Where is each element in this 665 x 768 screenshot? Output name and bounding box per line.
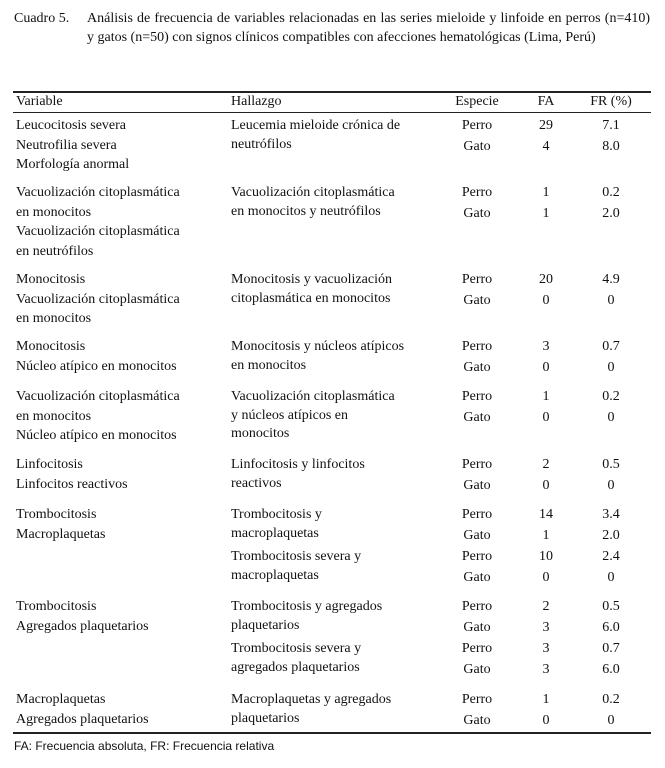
fr-cell: 0	[607, 570, 615, 585]
fr-cell: 3.4	[602, 507, 620, 522]
fa-cell: 14	[539, 507, 553, 522]
especie-cell: Perro	[461, 641, 493, 656]
variable-cell: Agregados plaquetarios	[16, 711, 149, 727]
hallazgo-cell: Vacuolización citoplasmática	[231, 185, 395, 200]
especie-cell: Gato	[463, 713, 491, 728]
variable-cell: Linfocitos reactivos	[16, 476, 128, 492]
hallazgo-cell: agregados plaquetarios	[231, 659, 360, 675]
especie-cell: Perro	[461, 118, 493, 133]
hallazgo-cell: Trombocitosis y	[231, 507, 322, 522]
fr-cell: 6.0	[602, 620, 620, 635]
especie-cell: Perro	[461, 272, 493, 287]
variable-cell: Vacuolización citoplasmática	[16, 389, 180, 404]
especie-cell: Gato	[463, 620, 491, 635]
hallazgo-cell: plaquetarios	[231, 710, 300, 726]
fr-cell: 0.2	[602, 185, 620, 200]
fa-cell: 2	[542, 457, 550, 472]
variable-cell: Monocitosis	[16, 339, 86, 354]
fr-cell: 2.0	[602, 206, 620, 221]
fa-cell: 2	[542, 599, 550, 614]
fa-cell: 20	[539, 272, 553, 287]
variable-cell: en monocitos	[16, 408, 92, 424]
hallazgo-cell: macroplaquetas	[231, 525, 319, 541]
fa-cell: 3	[542, 641, 550, 656]
especie-cell: Gato	[463, 410, 491, 425]
especie-cell: Perro	[461, 389, 493, 404]
fa-cell: 29	[539, 118, 553, 133]
variable-cell: Leucocitosis severa	[16, 118, 127, 133]
variable-cell: Trombocitosis	[16, 599, 97, 614]
fr-cell: 0	[607, 360, 615, 375]
footnote: FA: Frecuencia absoluta, FR: Frecuencia relativa	[14, 739, 275, 753]
variable-cell: Vacuolización citoplasmática	[16, 185, 180, 200]
variable-cell: en monocitos	[16, 204, 92, 220]
variable-cell: Vacuolización citoplasmática	[16, 224, 180, 239]
especie-cell: Gato	[463, 528, 491, 543]
fa-cell: 1	[542, 389, 550, 404]
fa-cell: 1	[542, 528, 550, 543]
especie-cell: Perro	[461, 692, 493, 707]
especie-cell: Gato	[463, 139, 491, 154]
fa-cell: 1	[542, 185, 550, 200]
variable-cell: Morfología anormal	[16, 157, 130, 172]
variable-cell: Monocitosis	[16, 272, 86, 287]
bottom-rule	[13, 732, 651, 734]
hallazgo-cell: en monocitos y neutrófilos	[231, 203, 381, 219]
fr-cell: 0	[607, 478, 615, 493]
variable-cell: Macroplaquetas	[16, 692, 106, 707]
fr-cell: 0	[607, 713, 615, 728]
hallazgo-cell: monocitos	[231, 426, 290, 441]
fr-cell: 0.7	[602, 641, 620, 656]
hallazgo-cell: Vacuolización citoplasmática	[231, 389, 395, 404]
hallazgo-cell: Trombocitosis severa y	[231, 641, 362, 656]
especie-cell: Gato	[463, 360, 491, 375]
header-rule	[13, 112, 651, 113]
fr-cell: 0	[607, 410, 615, 425]
fa-cell: 1	[542, 206, 550, 221]
fa-cell: 0	[542, 713, 550, 728]
fr-cell: 4.9	[602, 272, 620, 287]
especie-cell: Gato	[463, 570, 491, 585]
hallazgo-cell: y núcleos atípicos en	[231, 407, 349, 423]
hallazgo-cell: Monocitosis y vacuolización	[231, 272, 392, 287]
variable-cell: Neutrofilia severa	[16, 137, 117, 153]
fa-cell: 10	[539, 549, 553, 564]
fa-cell: 3	[542, 339, 550, 354]
fa-cell: 0	[542, 478, 550, 493]
fa-cell: 0	[542, 360, 550, 375]
especie-cell: Gato	[463, 478, 491, 493]
variable-cell: Trombocitosis	[16, 507, 97, 522]
fr-cell: 0.2	[602, 692, 620, 707]
variable-cell: Macroplaquetas	[16, 526, 106, 542]
especie-cell: Perro	[461, 599, 493, 614]
fa-cell: 1	[542, 692, 550, 707]
especie-cell: Gato	[463, 206, 491, 221]
header-especie: Especie	[455, 94, 499, 109]
hallazgo-cell: en monocitos	[231, 357, 307, 373]
variable-cell: en neutrófilos	[16, 243, 94, 259]
header-fa: FA	[537, 94, 555, 109]
especie-cell: Gato	[463, 662, 491, 677]
caption-label: Cuadro 5.	[14, 11, 70, 26]
fr-cell: 0.5	[602, 457, 620, 472]
especie-cell: Perro	[461, 507, 493, 522]
hallazgo-cell: neutrófilos	[231, 136, 292, 152]
fr-cell: 0	[607, 293, 615, 308]
hallazgo-cell: macroplaquetas	[231, 567, 319, 583]
header-variable: Variable	[16, 94, 63, 109]
especie-cell: Perro	[461, 339, 493, 354]
especie-cell: Perro	[461, 457, 493, 472]
hallazgo-cell: Macroplaquetas y agregados	[231, 692, 392, 707]
hallazgo-cell: Monocitosis y núcleos atípicos	[231, 339, 405, 354]
fa-cell: 3	[542, 662, 550, 677]
fr-cell: 0.5	[602, 599, 620, 614]
fr-cell: 0.7	[602, 339, 620, 354]
hallazgo-cell: Leucemia mieloide crónica de	[231, 118, 401, 133]
hallazgo-cell: plaquetarios	[231, 617, 300, 633]
header-hallazgo: Hallazgo	[231, 94, 282, 109]
fa-cell: 3	[542, 620, 550, 635]
variable-cell: Linfocitosis	[16, 457, 83, 472]
fa-cell: 0	[542, 570, 550, 585]
variable-cell: Vacuolización citoplasmática	[16, 291, 180, 307]
fr-cell: 0.2	[602, 389, 620, 404]
especie-cell: Gato	[463, 293, 491, 308]
fa-cell: 0	[542, 410, 550, 425]
variable-cell: Núcleo atípico en monocitos	[16, 358, 177, 374]
hallazgo-cell: Trombocitosis severa y	[231, 549, 362, 564]
fr-cell: 8.0	[602, 139, 620, 154]
fr-cell: 2.4	[602, 549, 620, 564]
fa-cell: 0	[542, 293, 550, 308]
fa-cell: 4	[542, 139, 550, 154]
especie-cell: Perro	[461, 549, 493, 564]
variable-cell: en monocitos	[16, 311, 92, 326]
caption-text: Análisis de frecuencia de variables relacionadas en las series mieloide y linfoide en perros (n=410) y gatos (n=50) con signos clínicos compatibles con afecciones hematológicas (Lima, Perú)	[87, 11, 650, 45]
variable-cell: Agregados plaquetarios	[16, 618, 149, 634]
hallazgo-cell: Trombocitosis y agregados	[231, 599, 383, 614]
variable-cell: Núcleo atípico en monocitos	[16, 428, 177, 443]
hallazgo-cell: reactivos	[231, 475, 282, 491]
fr-cell: 2.0	[602, 528, 620, 543]
fr-cell: 6.0	[602, 662, 620, 677]
especie-cell: Perro	[461, 185, 493, 200]
hallazgo-cell: citoplasmática en monocitos	[231, 290, 391, 306]
fr-cell: 7.1	[602, 118, 620, 133]
hallazgo-cell: Linfocitosis y linfocitos	[231, 457, 365, 472]
header-fr: FR (%)	[590, 94, 632, 109]
